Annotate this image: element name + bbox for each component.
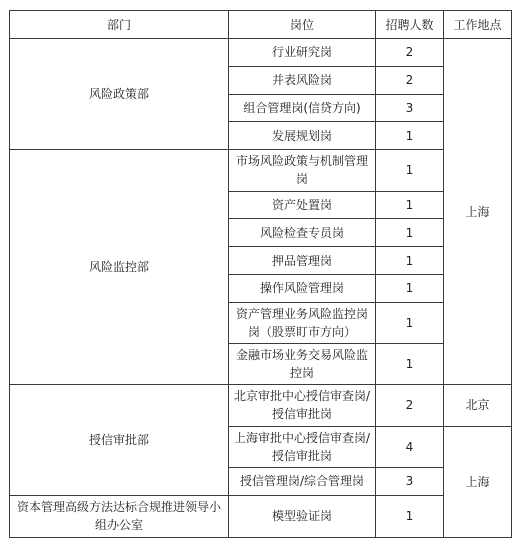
position-cell: 资产处置岗 <box>229 191 376 219</box>
headcount-cell: 3 <box>376 94 444 122</box>
headcount-cell: 1 <box>376 344 444 385</box>
headcount-cell: 3 <box>376 467 444 495</box>
department-cell: 资本管理高级方法达标合规推进领导小组办公室 <box>10 495 229 537</box>
department-cell: 风险政策部 <box>10 39 229 150</box>
position-cell: 授信管理岗/综合管理岗 <box>229 467 376 495</box>
department-cell: 风险监控部 <box>10 150 229 385</box>
header-location: 工作地点 <box>444 11 512 39</box>
header-department: 部门 <box>10 11 229 39</box>
headcount-cell: 2 <box>376 66 444 94</box>
headcount-cell: 2 <box>376 39 444 67</box>
headcount-cell: 1 <box>376 191 444 219</box>
table-row <box>10 39 512 67</box>
headcount-cell: 1 <box>376 219 444 247</box>
headcount-cell: 1 <box>376 150 444 191</box>
headcount-cell: 1 <box>376 302 444 343</box>
location-cell: 上海 <box>444 426 512 537</box>
recruitment-table <box>9 10 512 538</box>
position-cell: 资产管理业务风险监控岗岗（股票盯市方向） <box>229 302 376 343</box>
headcount-cell: 1 <box>376 122 444 150</box>
position-cell: 风险检查专员岗 <box>229 219 376 247</box>
position-cell: 上海审批中心授信审查岗/授信审批岗 <box>229 426 376 467</box>
position-cell: 发展规划岗 <box>229 122 376 150</box>
header-row <box>10 11 512 39</box>
position-cell: 押品管理岗 <box>229 247 376 275</box>
headcount-cell: 1 <box>376 275 444 303</box>
position-cell: 市场风险政策与机制管理岗 <box>229 150 376 191</box>
position-cell: 操作风险管理岗 <box>229 275 376 303</box>
headcount-cell: 1 <box>376 247 444 275</box>
position-cell: 金融市场业务交易风险监控岗 <box>229 344 376 385</box>
headcount-cell: 4 <box>376 426 444 467</box>
table-row <box>10 385 512 426</box>
position-cell: 北京审批中心授信审查岗/授信审批岗 <box>229 385 376 426</box>
headcount-cell: 1 <box>376 495 444 537</box>
table-row <box>10 150 512 191</box>
location-cell: 上海 <box>444 39 512 385</box>
position-cell: 并表风险岗 <box>229 66 376 94</box>
location-cell: 北京 <box>444 385 512 426</box>
department-cell: 授信审批部 <box>10 385 229 495</box>
position-cell: 模型验证岗 <box>229 495 376 537</box>
header-headcount: 招聘人数 <box>376 11 444 39</box>
table-row <box>10 495 512 537</box>
position-cell: 组合管理岗(信贷方向) <box>229 94 376 122</box>
header-position: 岗位 <box>229 11 376 39</box>
headcount-cell: 2 <box>376 385 444 426</box>
position-cell: 行业研究岗 <box>229 39 376 67</box>
